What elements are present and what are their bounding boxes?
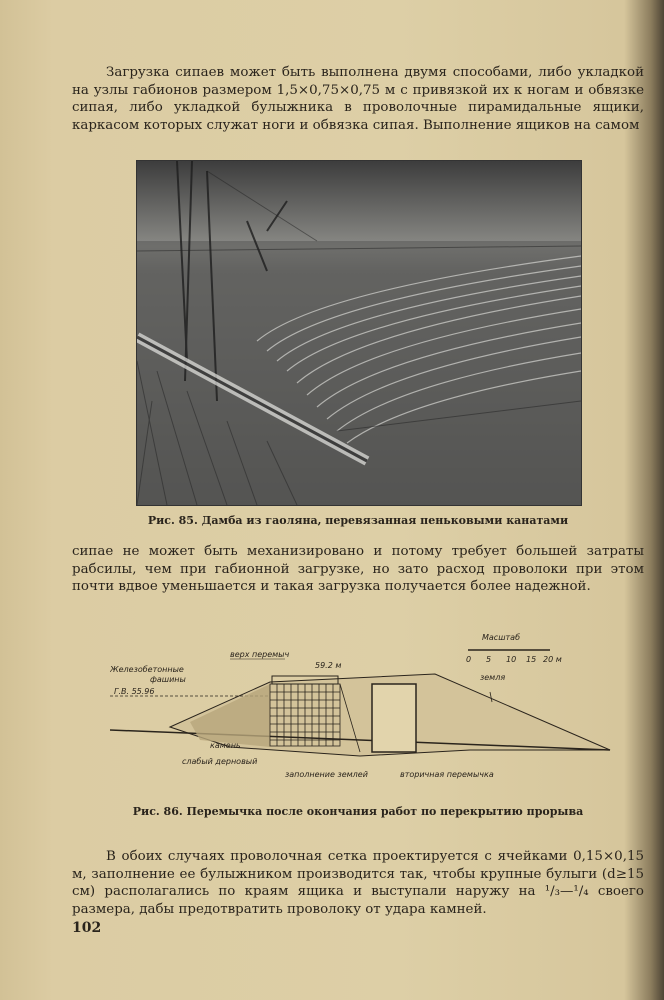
scale-tick-0: 0 [466,655,472,664]
paragraph-top: Загрузка сипаев может быть выполнена двумя способами, либо укладкой на узлы габионов размером 1,5×0,75×0,75 м с привязкой их к ногам и обвязке сипая, либо укладкой булыжника в проволочные пирамидальные ящики, каркасом которых служат ноги и обвязка сипая. Выполнение ящиков на самом [72,65,644,133]
label-left-note-2: фашины [150,675,186,684]
label-earth: земля [480,673,506,682]
scale-tick-3: 15 [526,655,537,664]
photo-illustration [137,161,581,505]
label-stone: камень [210,741,241,750]
scale-tick-1: 5 [486,655,492,664]
scale-bar [466,633,562,664]
page-number: 102 [72,920,102,936]
paragraph-middle: сипае не может быть механизировано и потому требует большей затраты рабсилы, чем при габионной загрузке, но зато расход проволоки при этом почти вдвое уменьшается и такая загрузка получается более надежной. [72,544,644,594]
scale-tick-2: 10 [506,655,517,664]
figure-85-caption: Рис. 85. Дамба из гаоляна, перевязанная пеньковыми канатами [147,514,569,527]
figure-86-drawing [110,622,620,787]
label-top-level: верх перемыч [230,650,290,659]
figure-86-caption: Рис. 86. Перемычка после окончания работ по перекрытию прорыва [132,805,584,818]
label-ground-line: слабый дерновый [182,757,258,766]
scale-tick-4: 20 м [543,655,562,664]
cofferdam-section-diagram [110,622,620,787]
figure-85-photo [136,160,582,506]
label-water-level: Г.В. 55.96 [114,687,155,696]
label-stone-fill: заполнение землей [285,770,368,779]
label-secondary: вторичная перемычка [400,770,494,779]
label-left-note-1: Железобетонные [110,665,184,674]
paragraph-bottom: В обоих случаях проволочная сетка проектируется с ячейками 0,15×0,15 м, заполнение ее булыжником производится так, чтобы крупные булыги (d≥15 см) располагались по краям ящика и выступали наружу на ¹/₃—¹/₄ своего размера, дабы предотвратить проволоку от удара камней. [72,849,644,917]
label-level: 59.2 м [315,661,342,670]
scale-title: Масштаб [482,633,521,642]
